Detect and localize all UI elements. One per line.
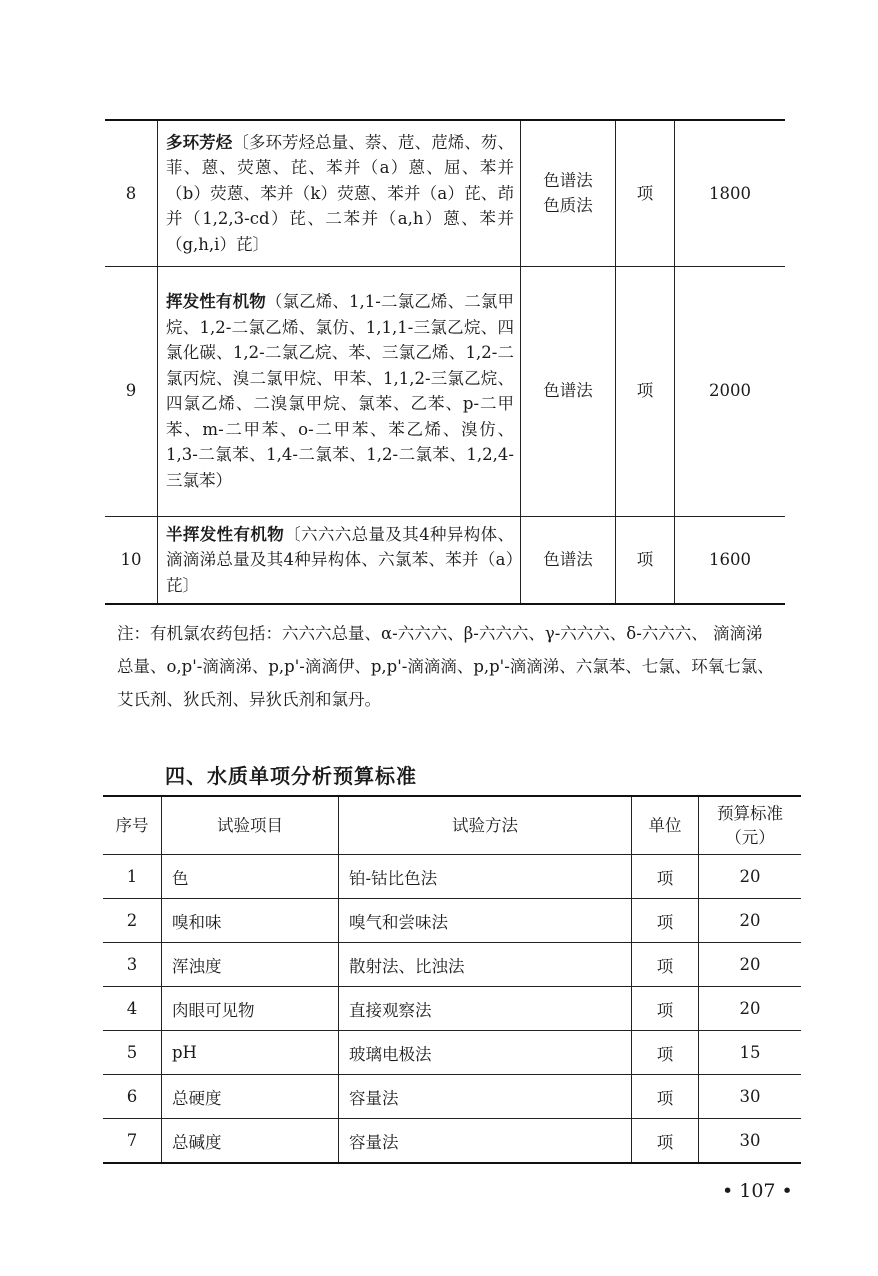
test-item bbox=[158, 516, 521, 604]
row-number: 5 bbox=[103, 1031, 162, 1075]
budget-price: 20 bbox=[699, 899, 802, 943]
unit: 项 bbox=[632, 899, 699, 943]
row-number: 1 bbox=[103, 855, 162, 899]
test-method: 散射法、比浊法 bbox=[339, 943, 632, 987]
test-method: 直接观察法 bbox=[339, 987, 632, 1031]
unit: 项 bbox=[632, 1075, 699, 1119]
test-method bbox=[521, 120, 616, 266]
row-number: 9 bbox=[105, 266, 158, 516]
table-row bbox=[103, 855, 801, 899]
budget-price: 20 bbox=[699, 943, 802, 987]
budget-price: 1600 bbox=[675, 516, 786, 604]
header-no: 序号 bbox=[103, 796, 162, 855]
test-method: 铂-钴比色法 bbox=[339, 855, 632, 899]
test-item-detail: 〔六六六总量及其4种异构体、滴滴涕总量及其4种异构体、六氯苯、苯并（a）芘〕 bbox=[166, 524, 514, 595]
table-row bbox=[105, 516, 785, 604]
table-row bbox=[105, 120, 785, 266]
header-method: 试验方法 bbox=[339, 796, 632, 855]
analysis-budget-table-continued bbox=[105, 119, 785, 605]
test-item-title: 多环芳烃 bbox=[166, 132, 233, 152]
footnote: 注：有机氯农药包括：六六六总量、α-六六六、β-六六六、γ-六六六、δ-六六六、 滴滴涕总量、o,p'-滴滴涕、p,p'-滴滴伊、p,p'-滴滴滴、p,p'-滴滴涕、六氯苯、七氯、环氧七氯、艾氏剂、狄氏剂、异狄氏剂和氯丹。 bbox=[117, 624, 774, 709]
table-row bbox=[103, 899, 801, 943]
page-number: • 107 • bbox=[722, 1180, 793, 1202]
test-method: 玻璃电极法 bbox=[339, 1031, 632, 1075]
test-method: 容量法 bbox=[339, 1075, 632, 1119]
unit: 项 bbox=[632, 943, 699, 987]
water-quality-budget-table bbox=[103, 795, 801, 1164]
test-item bbox=[158, 266, 521, 516]
table-row bbox=[103, 1075, 801, 1119]
test-method-line: 色谱法 bbox=[543, 170, 593, 190]
header-price bbox=[699, 796, 802, 855]
test-item: 肉眼可见物 bbox=[162, 987, 339, 1031]
row-number: 4 bbox=[103, 987, 162, 1031]
header-unit: 单位 bbox=[632, 796, 699, 855]
budget-price: 15 bbox=[699, 1031, 802, 1075]
budget-price: 2000 bbox=[675, 266, 786, 516]
test-item: 浑浊度 bbox=[162, 943, 339, 987]
row-number: 8 bbox=[105, 120, 158, 266]
unit: 项 bbox=[632, 1031, 699, 1075]
row-number: 2 bbox=[103, 899, 162, 943]
header-price-line: （元） bbox=[725, 827, 775, 847]
test-item: 总碱度 bbox=[162, 1119, 339, 1164]
section-title: 四、水质单项分析预算标准 bbox=[165, 764, 417, 788]
row-number: 10 bbox=[105, 516, 158, 604]
table-row bbox=[103, 1119, 801, 1164]
unit: 项 bbox=[616, 120, 675, 266]
unit: 项 bbox=[632, 855, 699, 899]
test-item-title: 挥发性有机物 bbox=[166, 292, 266, 311]
header-item: 试验项目 bbox=[162, 796, 339, 855]
unit: 项 bbox=[632, 1119, 699, 1164]
test-method: 容量法 bbox=[339, 1119, 632, 1164]
table-row bbox=[103, 1031, 801, 1075]
test-method: 嗅气和尝味法 bbox=[339, 899, 632, 943]
test-item-detail: 〔多环芳烃总量、萘、苊、苊烯、芴、菲、蒽、荧蒽、芘、苯并（a）蒽、屈、苯并（b）荧蒽、苯并（k）荧蒽、苯并（a）芘、茚并（1,2,3-cd）芘、二苯并（a,h）蒽、苯并（g,h,i）芘〕 bbox=[166, 132, 515, 254]
table-row bbox=[103, 943, 801, 987]
row-number: 6 bbox=[103, 1075, 162, 1119]
test-method: 色谱法 bbox=[521, 516, 616, 604]
table-row bbox=[103, 987, 801, 1031]
test-item-title: 半挥发性有机物 bbox=[166, 524, 285, 544]
test-item: 色 bbox=[162, 855, 339, 899]
row-number: 7 bbox=[103, 1119, 162, 1164]
test-item: 嗅和味 bbox=[162, 899, 339, 943]
budget-price: 1800 bbox=[675, 120, 786, 266]
test-item: pH bbox=[162, 1031, 339, 1075]
row-number: 3 bbox=[103, 943, 162, 987]
budget-price: 30 bbox=[699, 1119, 802, 1164]
table-header-row bbox=[103, 796, 801, 855]
budget-price: 20 bbox=[699, 855, 802, 899]
test-method: 色谱法 bbox=[521, 266, 616, 516]
header-price-line: 预算标准 bbox=[717, 803, 783, 823]
test-item: 总硬度 bbox=[162, 1075, 339, 1119]
unit: 项 bbox=[616, 516, 675, 604]
budget-price: 30 bbox=[699, 1075, 802, 1119]
unit: 项 bbox=[632, 987, 699, 1031]
unit: 项 bbox=[616, 266, 675, 516]
table-row bbox=[105, 266, 785, 516]
test-method-line: 色质法 bbox=[543, 196, 593, 216]
budget-price: 20 bbox=[699, 987, 802, 1031]
test-item bbox=[158, 120, 521, 266]
test-item-detail: （氯乙烯、1,1-二氯乙烯、二氯甲烷、1,2-二氯乙烯、氯仿、1,1,1-三氯乙烷、四氯化碳、1,2-二氯乙烷、苯、三氯乙烯、1,2-二氯丙烷、溴二氯甲烷、甲苯、1,1,2-三氯乙烷、四氯乙烯、二溴氯甲烷、氯苯、乙苯、p-二甲苯、m-二甲苯、o-二甲苯、苯乙烯、溴仿、1,3-二氯苯、1,4-二氯苯、1,2-二氯苯、1,2,4-三氯苯） bbox=[166, 292, 514, 490]
